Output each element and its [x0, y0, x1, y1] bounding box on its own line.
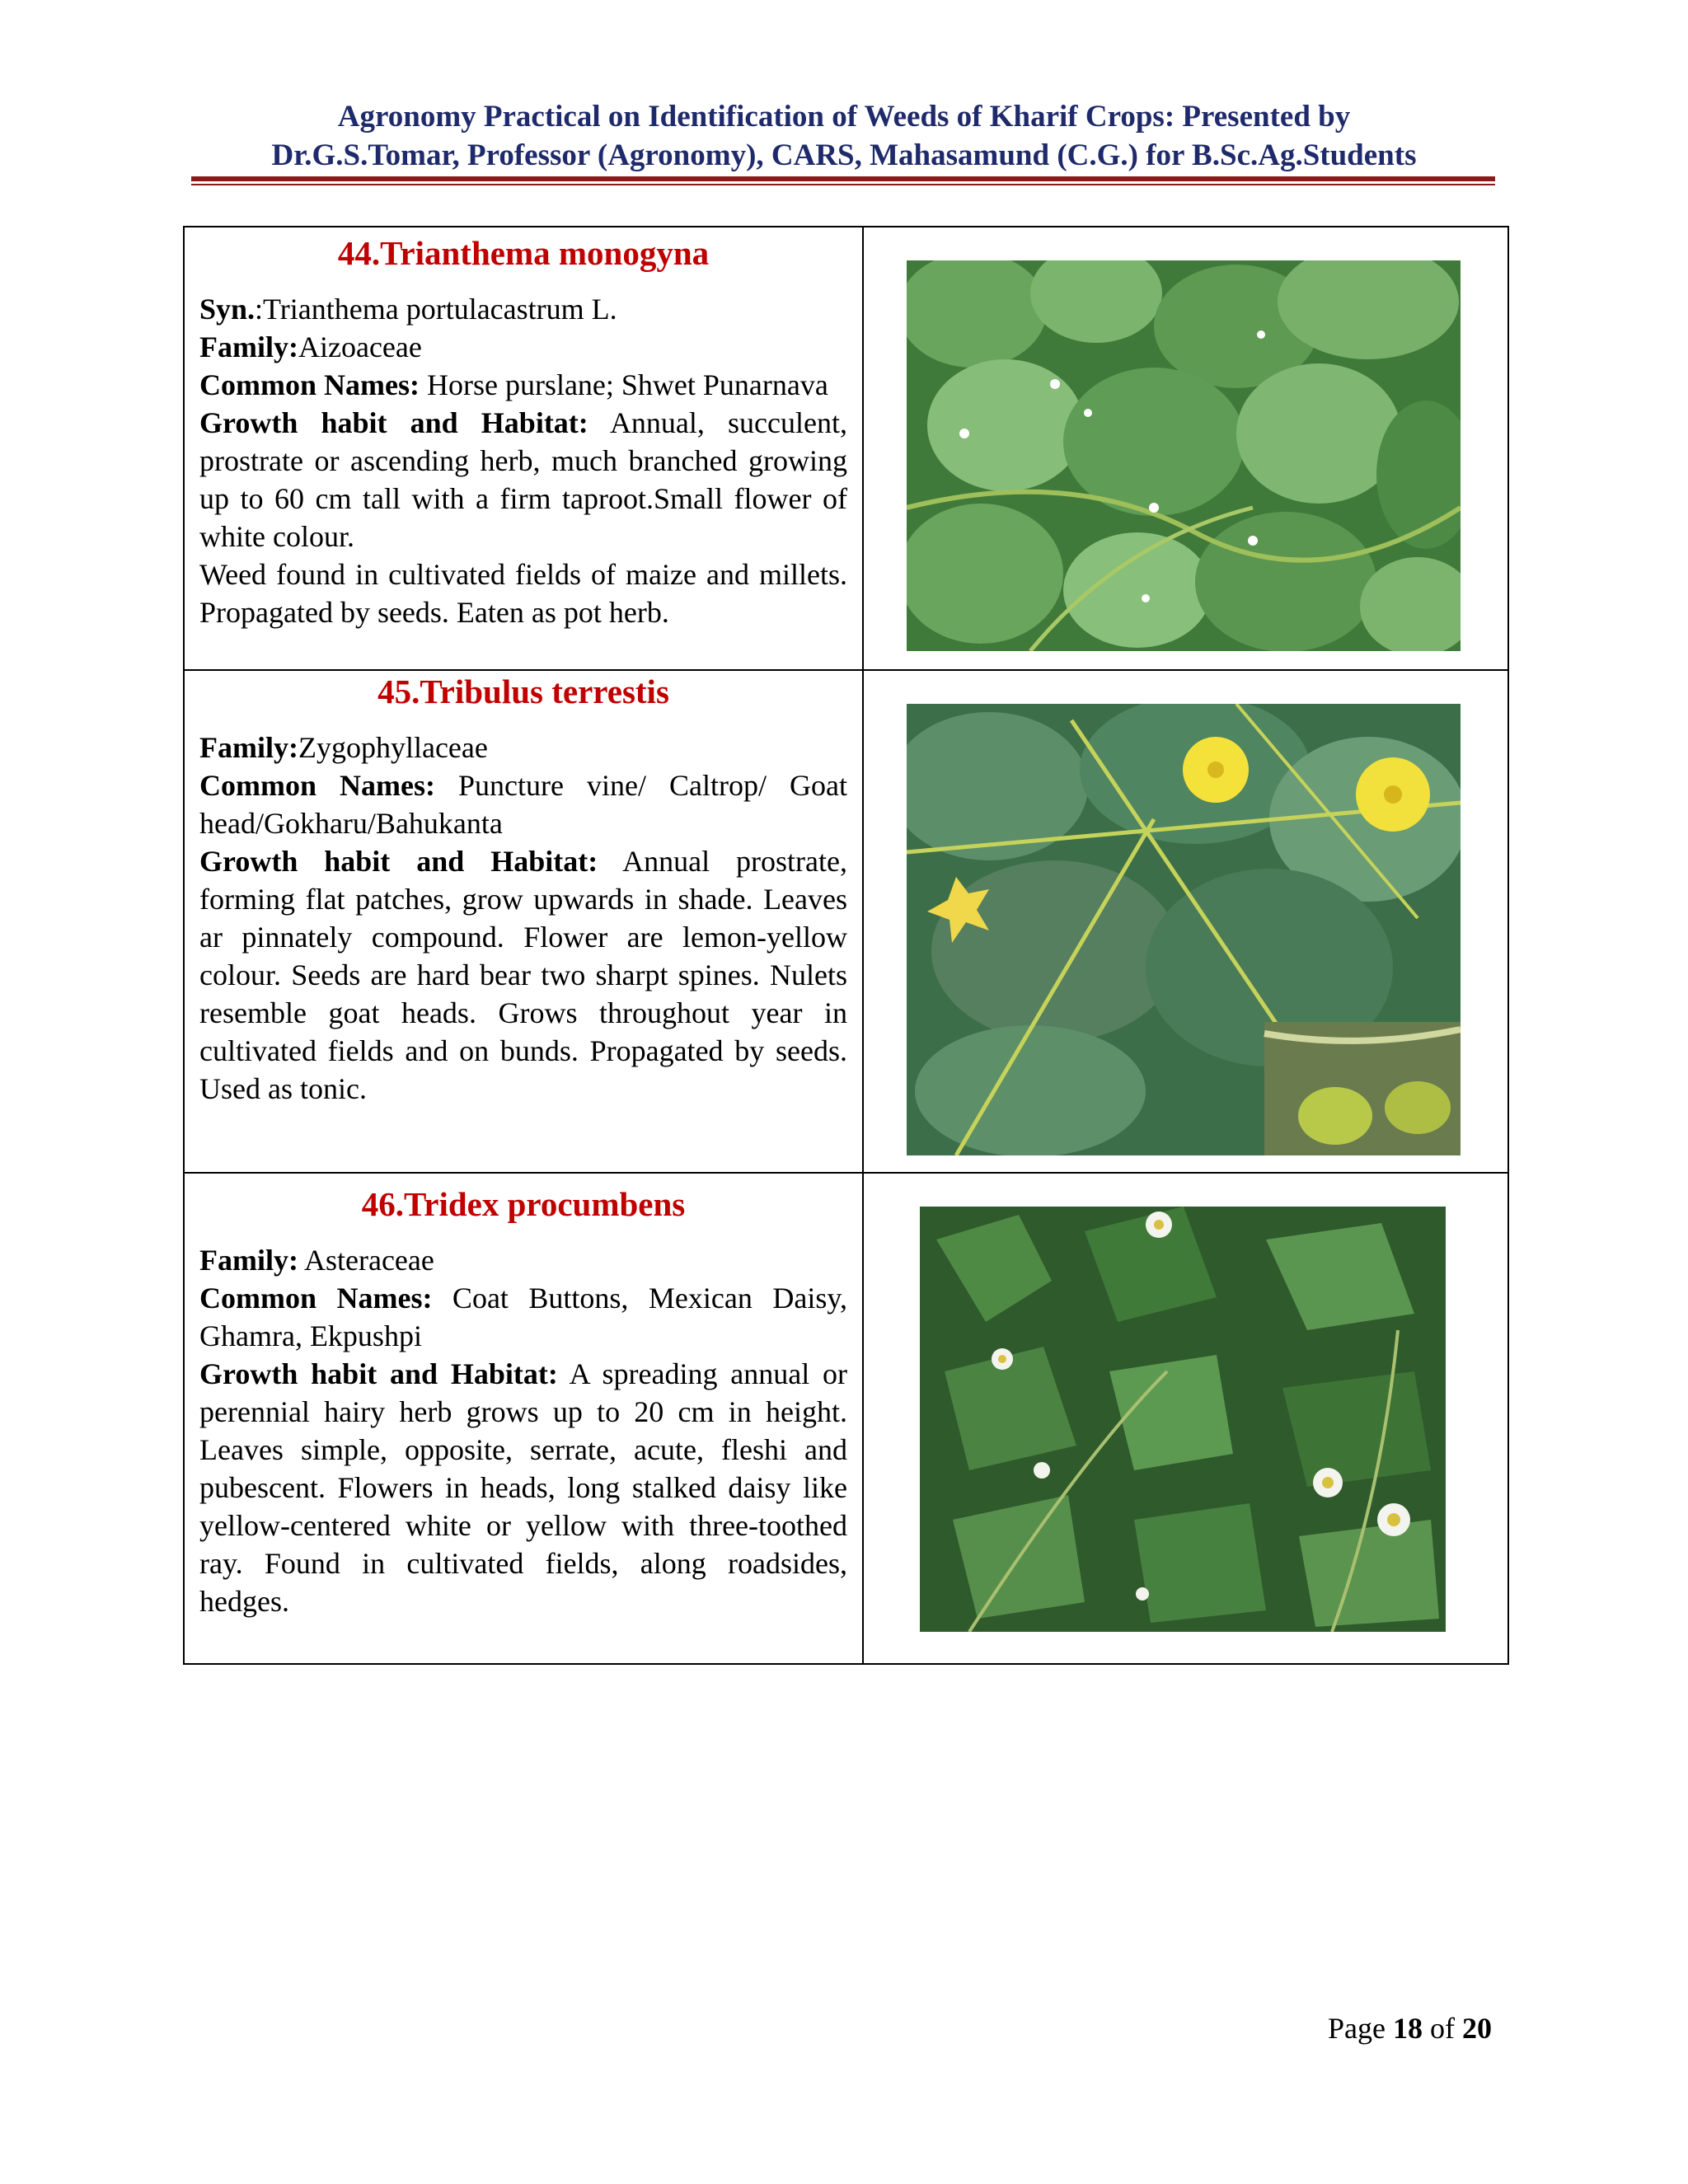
common-names-line	[199, 1279, 847, 1355]
growth-habit-value: A spreading annual or perennial hairy herb grows up to 20 cm in height. Leaves simple, opposite, serrate, acute, fleshi and pubescent. Flowers in heads, long stalked daisy like yellow-centered white or yellow with three-toothed ray. Found in cultivated fields, along roadsides, hedges.	[199, 1357, 848, 1618]
syn-value: :Trianthema portulacastrum L.	[255, 293, 617, 326]
weed-photo-cell	[863, 227, 1508, 670]
table-row	[184, 670, 1508, 1173]
common-names-label: Common Names:	[199, 368, 420, 401]
family-value: Aizoaceae	[298, 330, 422, 363]
growth-habit-label: Growth habit and Habitat:	[199, 1357, 558, 1390]
page-current: 18	[1393, 2012, 1423, 2045]
common-names-line	[199, 366, 847, 404]
common-names-value: Horse purslane; Shwet Punarnava	[419, 368, 828, 401]
common-names-label: Common Names:	[199, 769, 435, 802]
growth-habit-label: Growth habit and Habitat:	[199, 406, 588, 439]
family-value: Asteraceae	[298, 1244, 434, 1277]
weed-title: 44.Trianthema monogyna	[337, 234, 710, 272]
growth-habit-label: Growth habit and Habitat:	[199, 845, 598, 878]
weed-photo-cell	[863, 1173, 1508, 1664]
page-number	[1294, 2009, 1492, 2047]
trianthema-photo	[907, 260, 1461, 651]
header-rule	[191, 176, 1495, 181]
tridax-photo	[920, 1207, 1446, 1632]
synonym-line	[199, 290, 847, 328]
table-row	[184, 227, 1508, 670]
weed-title: 45.Tribulus terrestis	[377, 673, 669, 710]
common-names-value: Coat Buttons, Mexican Daisy, Ghamra, Ekpushpi	[199, 1282, 847, 1352]
header-line-1: Agronomy Practical on Identification of Weeds of Kharif Crops: Presented by	[337, 100, 1351, 134]
weeds-table	[183, 226, 1509, 1665]
document-header	[0, 97, 1688, 175]
family-line	[199, 328, 847, 366]
family-value: Zygophyllaceae	[298, 731, 488, 764]
growth-habit-line	[199, 842, 847, 1108]
of-label: of	[1423, 2012, 1462, 2045]
growth-habit-line	[199, 1355, 847, 1620]
header-rule-thin	[191, 184, 1495, 185]
table-row	[184, 1173, 1508, 1664]
family-label: Family:	[199, 731, 298, 764]
weed-description-cell	[184, 1173, 863, 1664]
common-names-value: Puncture vine/ Caltrop/ Goat head/Gokharu/Bahukanta	[199, 769, 847, 840]
family-line	[199, 729, 847, 766]
family-label: Family:	[199, 330, 298, 363]
page-label: Page	[1328, 2012, 1393, 2045]
weed-title: 46.Tridex procumbens	[361, 1185, 686, 1223]
extra-notes: Weed found in cultivated fields of maize and millets. Propagated by seeds. Eaten as pot herb.	[199, 558, 847, 629]
header-line-2: Dr.G.S.Tomar, Professor (Agronomy), CARS, Mahasamund (C.G.) for B.Sc.Ag.Students	[271, 138, 1417, 172]
weed-description-cell	[184, 670, 863, 1173]
common-names-label: Common Names:	[199, 1282, 433, 1315]
weed-photo-cell	[863, 670, 1508, 1173]
page-total: 20	[1462, 2012, 1492, 2045]
family-line	[199, 1241, 847, 1279]
tribulus-photo	[907, 704, 1461, 1155]
weed-description-cell	[184, 227, 863, 670]
family-label: Family:	[199, 1244, 298, 1277]
growth-habit-line	[199, 404, 847, 555]
syn-label: Syn.	[199, 293, 256, 326]
growth-habit-value: Annual, succulent, prostrate or ascending herb, much branched growing up to 60 cm tall with a firm taproot.Small flower of white colour.	[199, 406, 847, 553]
common-names-line	[199, 766, 847, 842]
growth-habit-value: Annual prostrate, forming flat patches, grow upwards in shade. Leaves ar pinnately compound. Flower are lemon-yellow colour. Seeds are hard bear two sharpt spines. Nulets resemble goat heads. Grows throughout year in cultivated fields and on bunds. Propagated by seeds. Used as tonic.	[199, 845, 847, 1105]
